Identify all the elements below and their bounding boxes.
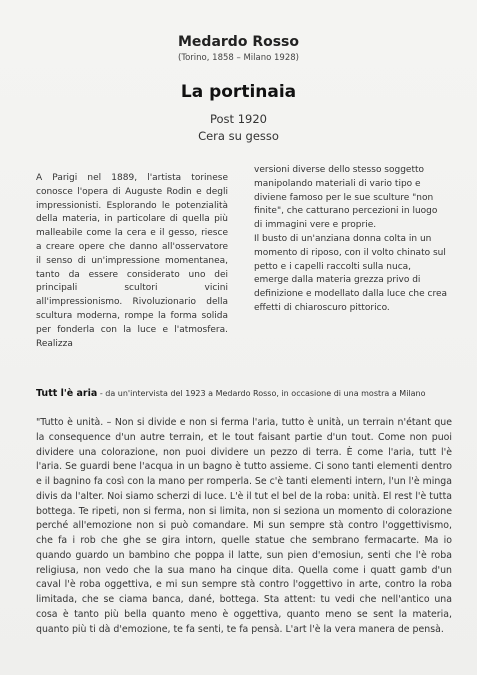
quote-text: "Tutto è unità. – Non si divide e non si ferma l'aria, tutto è unità, un terrain n'étant que la consequence d'un autre terrain, et le tout faisant partie d'un tout. Come non puoi dividere una colorazione, non puoi dividere un pezzo di terra. È come l'aria, tutt l'è l'aria. Se guardi bene l'acqua in un bagno è tutto assieme. Ci sono tanti elementi dentro e il bagnino fa così con la mano per romperla. Se c'è tanti elementi intern, l'un l'è minga divis da l'alter. Noi siamo scherzi di luce. L'è il tut el bel de la roba: unità. El rest l'è tutta bottega. Te ripeti, non si ferma, non si limita, non si seziona un momento di colorazione perché all'emozione non si può comandare. Mi sun sempre stà contro l'oggettivismo, che fa i rob che ghe se gira intorn, quelle statue che sembrano fermacarte. Ma io quando guardo un bambino che poppa il latte, sun pien d'emosiun, senti che l'è roba religiusa, non vedo che la sua mano ha cinque dita. Quella come i quatt gamb d'un caval l'è roba oggettiva, e mi sun sempre stà contro l'oggettivo in arte, contro la roba limitada, che se ciama banca, dané, bottega. Sta attent: tu vedi che nell'antico una cosa è tanto più bella quanto meno è oggettiva, quanto meno se sent la materia, quanto più ti dà d'emozione, te fa senti, te fa pensà. L'art l'è la vera manera de pensà.	[36, 417, 452, 635]
artwork-title: La portinaia	[180, 82, 297, 102]
artwork-medium: Cera su gesso	[198, 129, 279, 143]
description-left-text: A Parigi nel 1889, l'artista torinese conosce l'opera di Auguste Rodin e degli impressionisti. Esplorando le potenzialità della materia, in particolare di quella più malleabile come la cera e il gesso, riesce a creare opere che danno all'osservatore il senso di un'impressione momentanea, tanto da essere considerato uno dei principali scultori vicini all'impressionismo. Rivoluzionario della scultura moderna, rompe la forma solida per fonderla con la luce e l'atmosfera. Realizza	[36, 173, 228, 349]
description-right-text-2: Il busto di un'anziana donna colta in un momento di riposo, con il volto chinato sul petto e i capelli raccolti sulla nuca, emerge dalla materia grezza privo di definizione e modellato dalla luce che crea effetti di chiaroscuro pittorico.	[254, 233, 447, 313]
quote-section-subtitle: - da un'intervista del 1923 a Medardo Rosso, in occasione di una mostra a Milano	[97, 389, 426, 398]
artwork-date: Post 1920	[210, 112, 267, 126]
quote-body	[36, 416, 452, 637]
description-right-text-1: versioni diverse dello stesso soggetto manipolando materiali di vario tipo e diviene famoso per le sue sculture "non finite", che catturano percezioni in luogo di immagini vere e proprie.	[254, 165, 438, 231]
artist-dates: (Torino, 1858 – Milano 1928)	[178, 53, 299, 63]
description-left-column	[36, 172, 228, 351]
quote-section-heading	[36, 388, 456, 399]
description-right-column	[254, 164, 448, 316]
quote-section-title: Tutt l'è aria	[36, 388, 98, 399]
artist-name: Medardo Rosso	[178, 34, 299, 50]
